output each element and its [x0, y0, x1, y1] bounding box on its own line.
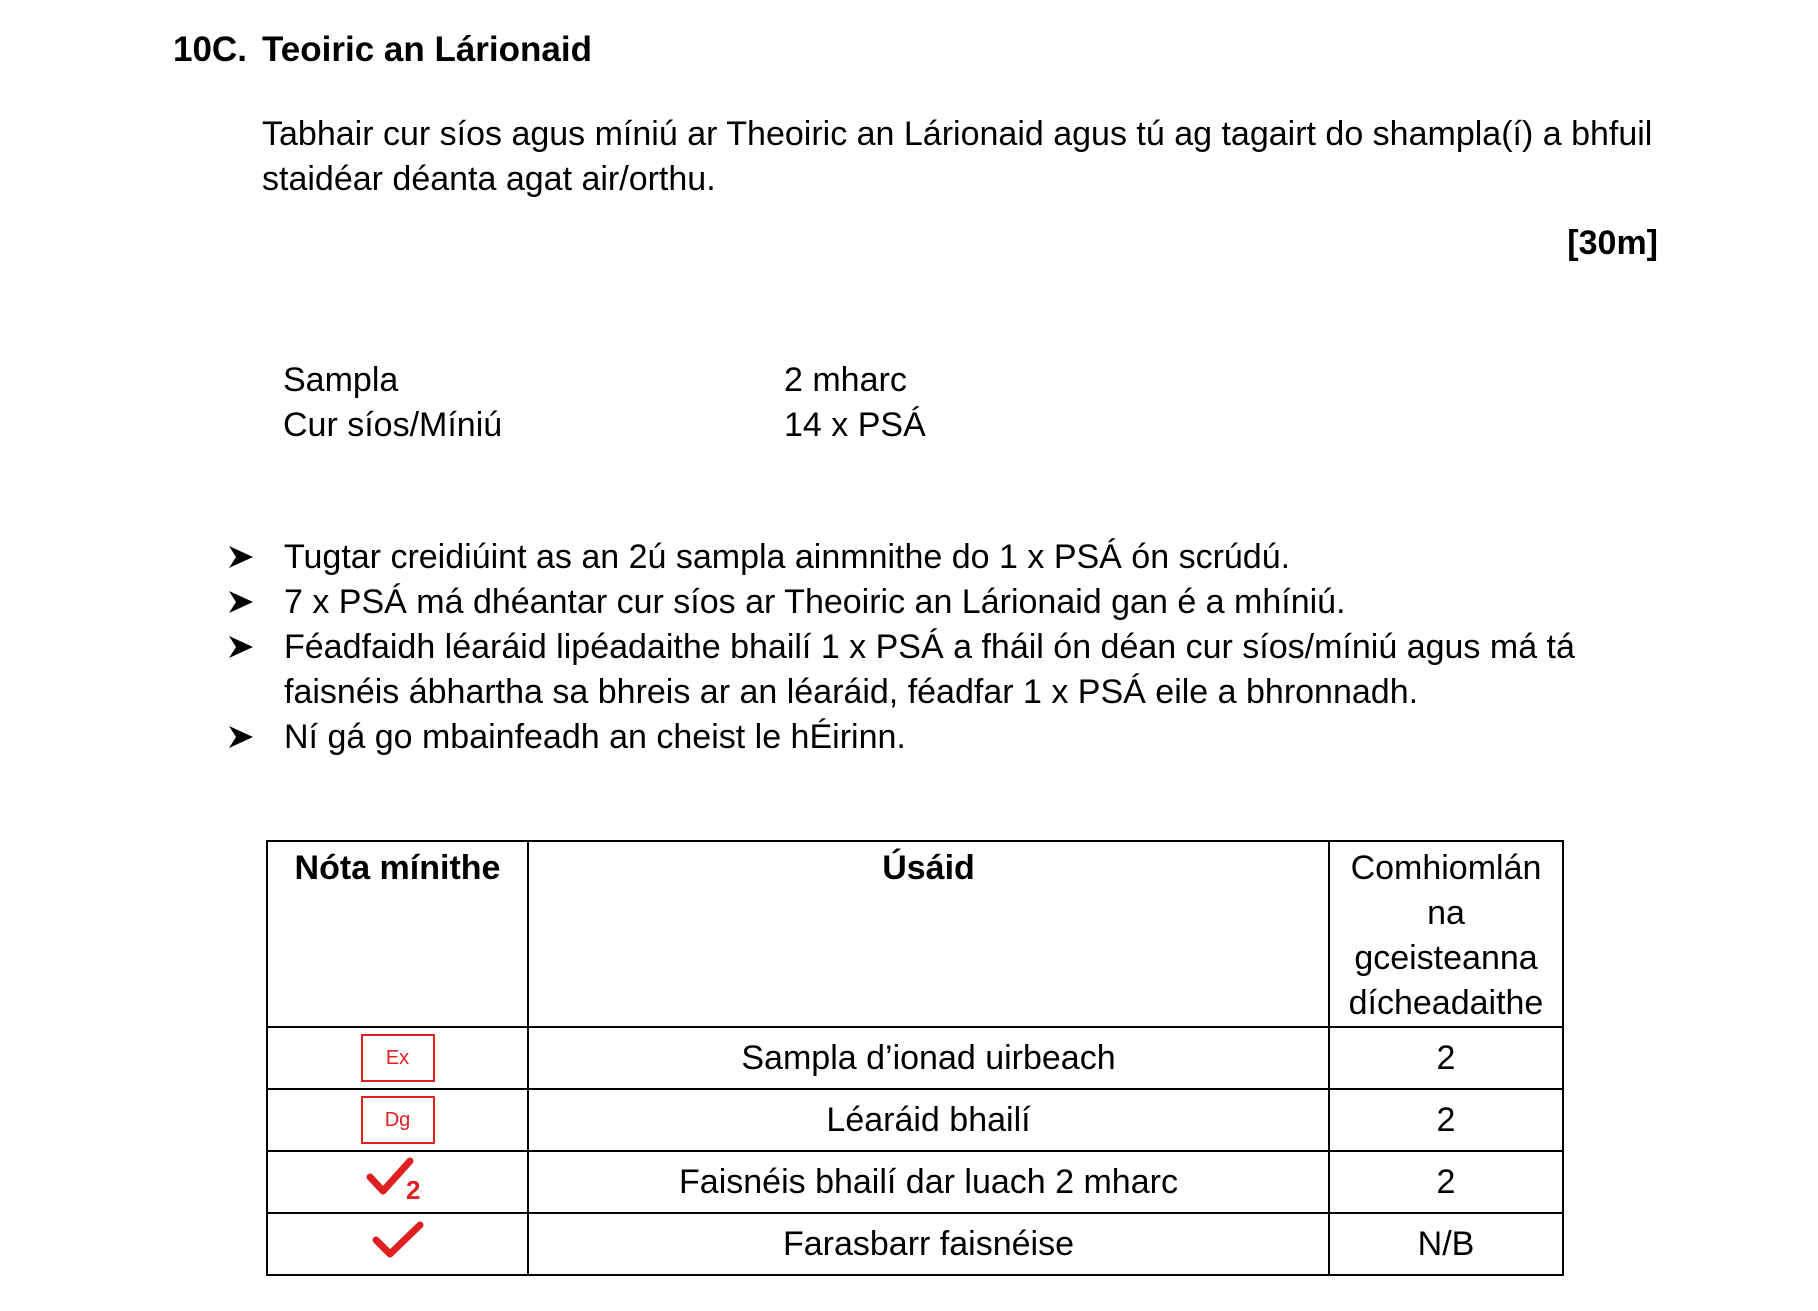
allocation-value: 14 x PSÁ: [784, 406, 926, 444]
table-row: [267, 1213, 1563, 1275]
tick-2-icon: [366, 1155, 430, 1201]
list-item-text: Féadfaidh léaráid lipéadaithe bhailí 1 x PSÁ a fháil ón déan cur síos/míniú agus má tá: [284, 628, 1575, 666]
annotation-key-table: [266, 840, 1564, 1276]
total-cell: N/B: [1329, 1213, 1563, 1275]
list-item-text: Tugtar creidiúint as an 2ú sampla ainmnithe do 1 x PSÁ ón scrúdú.: [284, 538, 1291, 576]
ex-box-icon: Ex: [361, 1034, 435, 1082]
arrow-bullet-icon: [228, 625, 284, 660]
table-row: [267, 1151, 1563, 1213]
header-line: dícheadaithe: [1348, 984, 1544, 1022]
header-nota-minithe: Nóta mínithe: [267, 841, 528, 1027]
list-item: [228, 625, 1575, 715]
question-intro: [262, 112, 1702, 202]
list-item-text: Ní gá go mbainfeadh an cheist le hÉirinn.: [284, 718, 906, 756]
header-line: na: [1427, 894, 1465, 932]
table-row: [267, 1089, 1563, 1151]
icon-cell: [267, 1027, 528, 1089]
list-item-text: faisnéis ábhartha sa bhreis ar an léaráid, féadfar 1 x PSÁ eile a bhronnadh.: [284, 673, 1419, 711]
icon-cell: [267, 1213, 528, 1275]
intro-line: Tabhair cur síos agus míniú ar Theoiric an Lárionaid agus tú ag tagairt do shampla(í) a bhfuil: [262, 115, 1653, 153]
total-cell: 2: [1329, 1151, 1563, 1213]
question-title: Teoiric an Lárionaid: [262, 30, 592, 69]
list-item-text: 7 x PSÁ má dhéantar cur síos ar Theoiric an Lárionaid gan é a mhíniú.: [284, 583, 1346, 621]
icon-cell: [267, 1089, 528, 1151]
allocation-label: Cur síos/Míniú: [283, 406, 503, 444]
list-item: [228, 535, 1575, 580]
icon-cell: [267, 1151, 528, 1213]
usage-cell: Léaráid bhailí: [528, 1089, 1329, 1151]
arrow-bullet-icon: [228, 535, 284, 570]
header-comhiomlan: [1329, 841, 1563, 1027]
allocation-value: 2 mharc: [784, 361, 907, 399]
allocation-label: Sampla: [283, 361, 399, 399]
question-number: 10C.: [173, 30, 247, 69]
table-header-row: [267, 841, 1563, 1027]
marking-notes-list: [228, 535, 1575, 760]
intro-line: staidéar déanta agat air/orthu.: [262, 160, 716, 198]
arrow-bullet-icon: [228, 580, 284, 615]
list-item: [228, 715, 1575, 760]
table-row: [267, 1027, 1563, 1089]
tick-2-label: 2: [405, 1174, 420, 1201]
usage-cell: Sampla d’ionad uirbeach: [528, 1027, 1329, 1089]
tick-icon: [372, 1220, 424, 1260]
header-line: gceisteanna: [1354, 939, 1538, 977]
usage-cell: Faisnéis bhailí dar luach 2 mharc: [528, 1151, 1329, 1213]
usage-cell: Farasbarr faisnéise: [528, 1213, 1329, 1275]
question-marks: [30m]: [1567, 224, 1658, 262]
dg-box-icon: Dg: [361, 1096, 435, 1144]
list-item: [228, 580, 1575, 625]
header-usaid: Úsáid: [528, 841, 1329, 1027]
total-cell: 2: [1329, 1027, 1563, 1089]
header-line: Comhiomlán: [1350, 849, 1542, 887]
total-cell: 2: [1329, 1089, 1563, 1151]
arrow-bullet-icon: [228, 715, 284, 750]
